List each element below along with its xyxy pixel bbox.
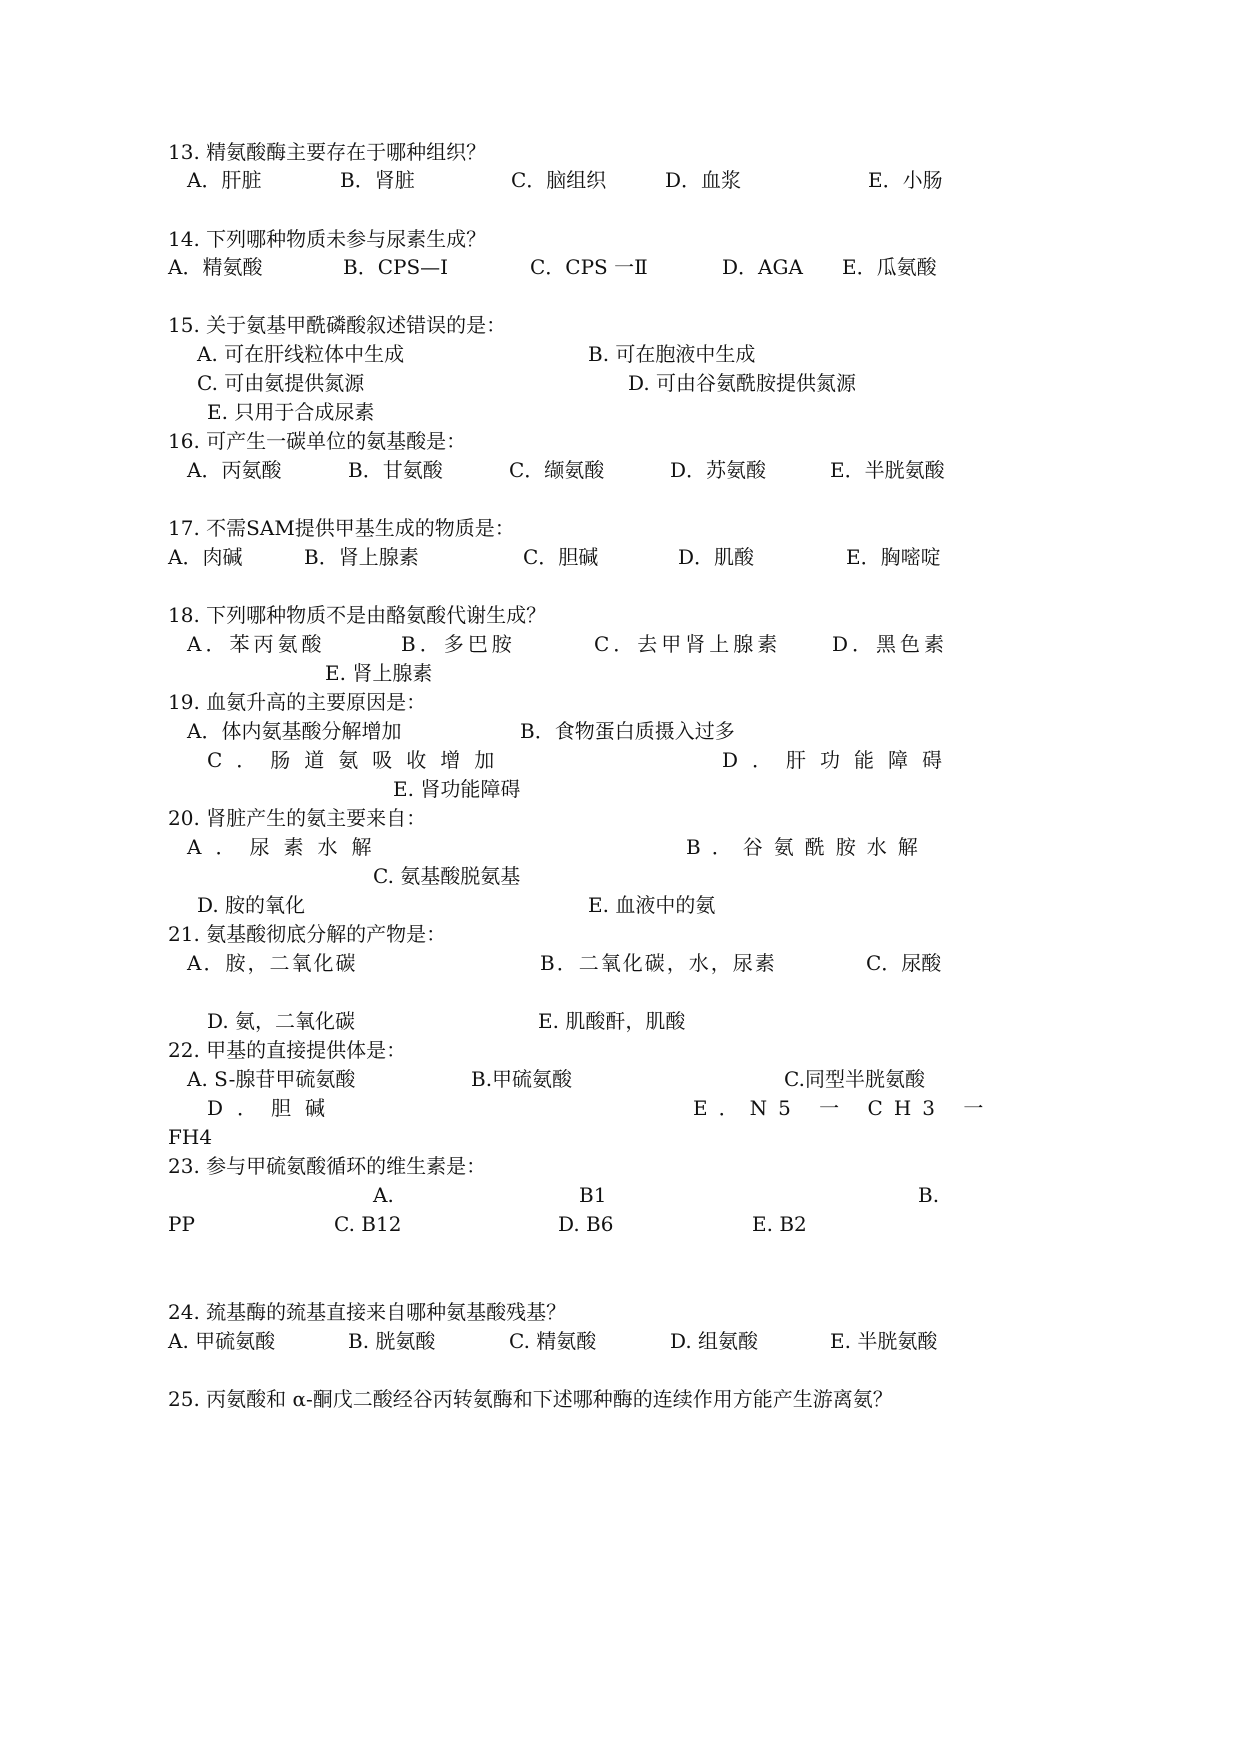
question-16-option-e: E．半胱氨酸: [830, 458, 945, 482]
question-18-option-e: E. 肾上腺素: [325, 661, 433, 685]
question-14-option-e: E．瓜氨酸: [842, 255, 937, 279]
question-19-option-e: E. 肾功能障碍: [393, 777, 521, 801]
question-24-option-e: E. 半胱氨酸: [830, 1329, 938, 1353]
question-23-option-a: A.: [373, 1183, 394, 1207]
question-22-option-d: D．胆碱: [207, 1096, 340, 1120]
question-17-option-e: E．胸嘧啶: [846, 545, 941, 569]
question-21-option-d: D. 氨，二氧化碳: [207, 1009, 356, 1033]
question-13-option-c: C．脑组织: [511, 168, 607, 192]
question-23-option-c: C. B12: [334, 1212, 402, 1236]
question-15-option-d: D. 可由谷氨酰胺提供氮源: [628, 371, 857, 395]
question-17-option-c: C．胆碱: [523, 545, 599, 569]
question-19-option-c: C．肠道氨吸收增加: [207, 748, 509, 772]
question-16-option-a: A．丙氨酸: [187, 458, 282, 482]
question-16-stem: 16. 可产生一碳单位的氨基酸是：: [168, 429, 467, 453]
question-15-option-b: B. 可在胞液中生成: [588, 342, 756, 366]
question-20-stem: 20. 肾脏产生的氨主要来自：: [168, 806, 427, 830]
question-15-option-a: A. 可在肝线粒体中生成: [197, 342, 405, 366]
question-18-option-b: B．多巴胺: [401, 632, 516, 656]
question-20-option-c: C. 氨基酸脱氨基: [373, 864, 521, 888]
question-23-option-a-value: B1: [579, 1183, 607, 1207]
question-13-option-b: B．肾脏: [340, 168, 415, 192]
question-23-option-b: B.: [918, 1183, 940, 1207]
question-24-stem: 24. 巯基酶的巯基直接来自哪种氨基酸残基？: [168, 1300, 567, 1324]
question-13-option-d: D．血浆: [665, 168, 742, 192]
question-23-option-e: E. B2: [752, 1212, 807, 1236]
question-24-option-b: B. 胱氨酸: [348, 1329, 436, 1353]
question-20-option-e: E. 血液中的氨: [588, 893, 716, 917]
question-23-stem: 23. 参与甲硫氨酸循环的维生素是：: [168, 1154, 487, 1178]
question-14-stem: 14. 下列哪种物质未参与尿素生成？: [168, 227, 487, 251]
question-20-option-b: B．谷氨酰胺水解: [686, 835, 929, 859]
question-14-option-b: B．CPS—I: [343, 255, 449, 279]
question-22-option-b: B.甲硫氨酸: [471, 1067, 573, 1091]
question-18-option-d: D．黑色素: [832, 632, 949, 656]
question-14-option-d: D．AGA: [722, 255, 803, 279]
question-17-option-d: D．肌酸: [678, 545, 755, 569]
question-17-option-a: A．肉碱: [168, 545, 243, 569]
question-16-option-c: C．缬氨酸: [509, 458, 605, 482]
question-18-stem: 18. 下列哪种物质不是由酪氨酸代谢生成？: [168, 603, 547, 627]
question-13-option-e: E．小肠: [868, 168, 943, 192]
question-18-option-c: C．去甲肾上腺素: [594, 632, 782, 656]
question-14-option-c: C．CPS 一Ⅱ: [530, 255, 648, 279]
question-20-option-a: A．尿素水解: [187, 835, 386, 859]
question-21-option-b: B．二氧化碳，水，尿素: [540, 951, 777, 975]
question-14-option-a: A．精氨酸: [168, 255, 263, 279]
question-19-stem: 19. 血氨升高的主要原因是：: [168, 690, 427, 714]
question-24-option-d: D. 组氨酸: [670, 1329, 759, 1353]
question-16-option-d: D．苏氨酸: [670, 458, 767, 482]
question-17-option-b: B．肾上腺素: [304, 545, 419, 569]
question-19-option-b: B．食物蛋白质摄入过多: [520, 719, 735, 743]
question-23-option-d: D. B6: [558, 1212, 614, 1236]
question-15-stem: 15. 关于氨基甲酰磷酸叙述错误的是：: [168, 313, 507, 337]
question-17-stem: 17. 不需SAM提供甲基生成的物质是：: [168, 516, 515, 540]
question-21-option-e: E. 肌酸酐，肌酸: [538, 1009, 686, 1033]
question-23-option-b-value: PP: [168, 1212, 195, 1236]
question-15-option-c: C. 可由氨提供氮源: [197, 371, 365, 395]
question-19-option-d: D．肝功能障碍: [722, 748, 957, 772]
question-21-option-c: C．尿酸: [866, 951, 942, 975]
question-16-option-b: B．甘氨酸: [348, 458, 443, 482]
question-22-option-e-cont: FH4: [168, 1125, 213, 1149]
question-25-stem: 25. 丙氨酸和 α-酮戊二酸经谷丙转氨酶和下述哪种酶的连续作用方能产生游离氨？: [168, 1387, 893, 1411]
question-20-option-d: D. 胺的氧化: [197, 893, 306, 917]
question-21-option-a: A．胺，二氧化碳: [187, 951, 358, 975]
question-22-option-e: E．N5 一 CH3 一: [693, 1096, 995, 1120]
question-24-option-c: C. 精氨酸: [509, 1329, 597, 1353]
question-24-option-a: A. 甲硫氨酸: [168, 1329, 276, 1353]
question-13-option-a: A．肝脏: [187, 168, 262, 192]
question-18-option-a: A．苯丙氨酸: [187, 632, 326, 656]
question-13-stem: 13. 精氨酸酶主要存在于哪种组织？: [168, 140, 487, 164]
question-22-stem: 22. 甲基的直接提供体是：: [168, 1038, 407, 1062]
question-19-option-a: A．体内氨基酸分解增加: [187, 719, 402, 743]
question-21-stem: 21. 氨基酸彻底分解的产物是：: [168, 922, 447, 946]
question-22-option-a: A. S-腺苷甲硫氨酸: [187, 1067, 356, 1091]
question-15-option-e: E. 只用于合成尿素: [207, 400, 375, 424]
question-22-option-c: C.同型半胱氨酸: [784, 1067, 925, 1091]
